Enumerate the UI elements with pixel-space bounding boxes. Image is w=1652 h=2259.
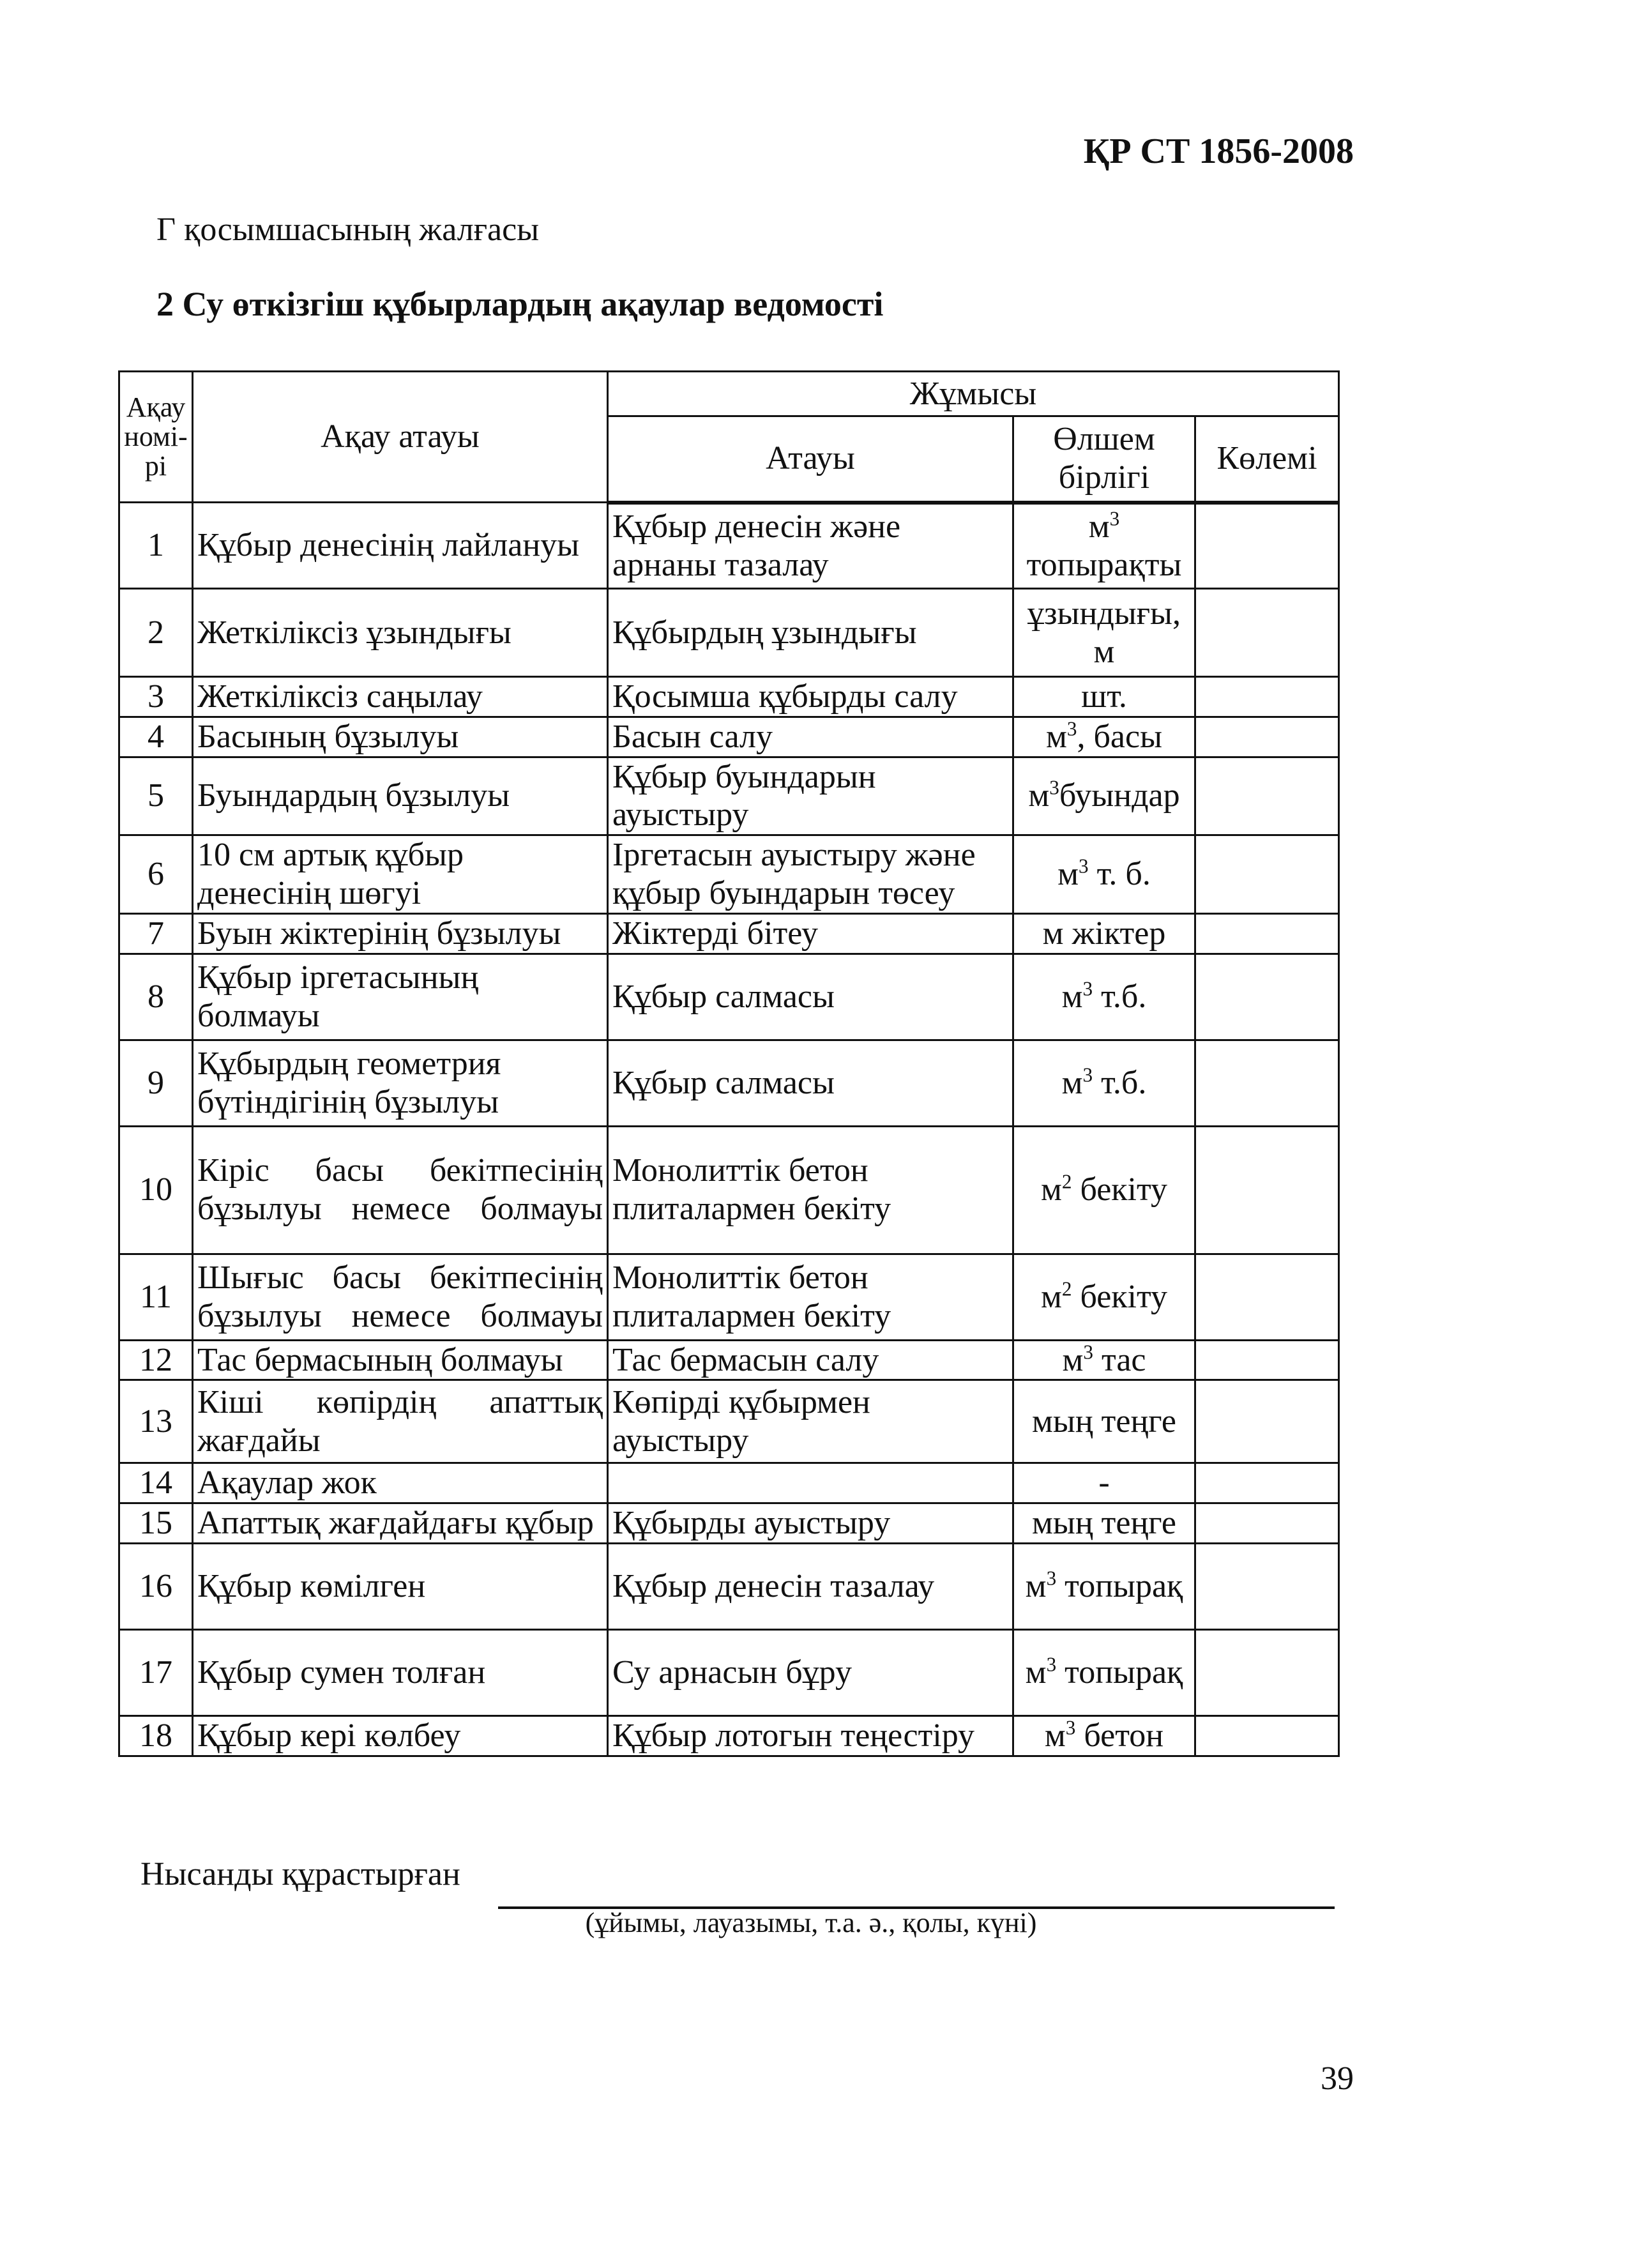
volume-cell — [1195, 1340, 1339, 1380]
defect-name-cell: Шығыс басы бекітпесінің бұзылуы немесе болмауы — [193, 1254, 608, 1340]
work-name-cell: Іргетасын ауыстыру және құбыр буындарын төсеу — [608, 835, 1013, 914]
unit-superscript: 3 — [1046, 1653, 1057, 1676]
unit-cell — [1013, 589, 1195, 677]
unit-main: мың теңге — [1031, 1505, 1177, 1542]
defect-name-cell: Кіріс басы бекітпесінің бұзылуы немесе болмауы — [193, 1126, 608, 1254]
unit-rest: т.б. — [1093, 1064, 1147, 1101]
row-number: 8 — [119, 954, 193, 1040]
signature-hint: (ұйымы, лауазымы, т.а. ә., қолы, күні) — [585, 1907, 1037, 1938]
header-volume: Көлемі — [1195, 416, 1339, 503]
unit-rest: бекіту — [1072, 1278, 1168, 1315]
row-number: 11 — [119, 1254, 193, 1340]
volume-cell — [1195, 1254, 1339, 1340]
unit-cell — [1013, 835, 1195, 914]
defect-name-cell: Буын жіктерінің бұзылуы — [193, 913, 608, 954]
table-row — [119, 913, 1339, 954]
row-number: 12 — [119, 1340, 193, 1380]
unit-cell — [1013, 954, 1195, 1040]
work-name-cell: Қосымша құбырды салу — [608, 677, 1013, 717]
work-name-cell: Құбырды ауыстыру — [608, 1503, 1013, 1544]
unit-cell — [1013, 677, 1195, 717]
unit-rest: топырақ — [1056, 1654, 1183, 1691]
row-number: 7 — [119, 913, 193, 954]
defect-name-cell: Құбырдың геометрия бүтіндігінің бұзылуы — [193, 1040, 608, 1126]
work-name-cell: Монолиттік бетон плиталармен бекіту — [608, 1254, 1013, 1340]
defect-name-cell: Кіші көпірдің апаттық жағдайы — [193, 1380, 608, 1463]
unit-cell — [1013, 1126, 1195, 1254]
unit-cell — [1013, 1463, 1195, 1503]
unit-rest: тас — [1093, 1341, 1146, 1378]
unit-main: м — [1062, 1341, 1084, 1378]
row-number: 5 — [119, 757, 193, 835]
page-number: 39 — [1321, 2060, 1354, 2097]
work-name-cell: Құбыр денесін және арнаны тазалау — [608, 503, 1013, 589]
defect-name-cell: Апаттық жағдайдағы құбыр — [193, 1503, 608, 1544]
row-number: 10 — [119, 1126, 193, 1254]
defects-table — [118, 370, 1340, 1757]
volume-cell — [1195, 589, 1339, 677]
unit-cell — [1013, 1715, 1195, 1756]
work-name-cell: Құбыр салмасы — [608, 954, 1013, 1040]
unit-main: м — [1044, 1717, 1066, 1754]
table-row — [119, 1126, 1339, 1254]
unit-cell — [1013, 913, 1195, 954]
unit-rest: топырақты — [1026, 546, 1182, 583]
table-row — [119, 1340, 1339, 1380]
standard-code: ҚР СТ 1856-2008 — [1083, 132, 1354, 171]
unit-superscript: 3 — [1109, 507, 1120, 530]
row-number: 2 — [119, 589, 193, 677]
unit-main: м — [1040, 1171, 1062, 1208]
unit-superscript: 3 — [1049, 777, 1059, 800]
unit-main: м — [1088, 508, 1110, 545]
volume-cell — [1195, 1040, 1339, 1126]
work-name-cell: Су арнасын бұру — [608, 1629, 1013, 1715]
header-defect-number: Ақау номі-рі — [119, 372, 193, 503]
table-row — [119, 717, 1339, 757]
defect-name-cell: 10 см артық құбыр денесінің шөгуі — [193, 835, 608, 914]
defect-name-cell: Ақаулар жок — [193, 1463, 608, 1503]
unit-rest: бетон — [1075, 1717, 1164, 1754]
table-row — [119, 589, 1339, 677]
unit-cell — [1013, 1340, 1195, 1380]
unit-main: м — [1025, 1654, 1047, 1691]
unit-superscript: 3 — [1065, 1716, 1076, 1739]
header-defect-name: Ақау атауы — [193, 372, 608, 503]
unit-cell — [1013, 717, 1195, 757]
row-number: 3 — [119, 677, 193, 717]
work-name-cell: Монолиттік бетон плиталармен бекіту — [608, 1126, 1013, 1254]
volume-cell — [1195, 1503, 1339, 1544]
row-number: 6 — [119, 835, 193, 914]
row-number: 15 — [119, 1503, 193, 1544]
annex-continuation: Г қосымшасының жалғасы — [156, 211, 540, 248]
unit-main: мың теңге — [1031, 1403, 1177, 1440]
unit-rest: топырақ — [1056, 1568, 1183, 1605]
table-row — [119, 954, 1339, 1040]
work-name-cell: Көпірді құбырмен ауыстыру — [608, 1380, 1013, 1463]
unit-main: - — [1098, 1464, 1110, 1502]
volume-cell — [1195, 717, 1339, 757]
defect-name-cell: Жеткіліксіз саңылау — [193, 677, 608, 717]
work-name-cell: Құбыр салмасы — [608, 1040, 1013, 1126]
row-number: 17 — [119, 1629, 193, 1715]
row-number: 13 — [119, 1380, 193, 1463]
unit-main: м — [1025, 1568, 1047, 1605]
unit-cell — [1013, 1503, 1195, 1544]
defect-name-cell: Құбыр кері көлбеу — [193, 1715, 608, 1756]
work-name-cell: Құбыр буындарын ауыстыру — [608, 757, 1013, 835]
defect-name-cell: Құбыр іргетасының болмауы — [193, 954, 608, 1040]
unit-main: ұзындығы, м — [1027, 595, 1181, 670]
row-number: 1 — [119, 503, 193, 589]
defect-name-cell: Буындардың бұзылуы — [193, 757, 608, 835]
unit-main: м — [1061, 978, 1083, 1015]
table-row — [119, 1543, 1339, 1629]
table-row — [119, 1503, 1339, 1544]
row-number: 16 — [119, 1543, 193, 1629]
table-row — [119, 1629, 1339, 1715]
row-number: 14 — [119, 1463, 193, 1503]
unit-cell — [1013, 1254, 1195, 1340]
defect-name-cell: Басының бұзылуы — [193, 717, 608, 757]
defect-name-cell: Тас бермасының болмауы — [193, 1340, 608, 1380]
volume-cell — [1195, 677, 1339, 717]
unit-rest: т. б. — [1088, 856, 1151, 893]
unit-rest: бекіту — [1072, 1171, 1168, 1208]
unit-superscript: 3 — [1046, 1567, 1057, 1590]
volume-cell — [1195, 1629, 1339, 1715]
unit-cell — [1013, 757, 1195, 835]
unit-main: м жіктер — [1042, 915, 1166, 952]
unit-rest: буындар — [1059, 777, 1180, 814]
defect-name-cell: Құбыр көмілген — [193, 1543, 608, 1629]
unit-cell — [1013, 503, 1195, 589]
unit-main: м — [1057, 856, 1079, 893]
table-row — [119, 677, 1339, 717]
unit-main: м — [1045, 718, 1067, 755]
header-works: Жұмысы — [608, 372, 1339, 416]
volume-cell — [1195, 503, 1339, 589]
table-body — [119, 503, 1339, 1756]
volume-cell — [1195, 1380, 1339, 1463]
unit-superscript: 3 — [1083, 1341, 1093, 1364]
table-row — [119, 1040, 1339, 1126]
table-row — [119, 757, 1339, 835]
volume-cell — [1195, 835, 1339, 914]
unit-main: м — [1061, 1064, 1083, 1101]
unit-main: м — [1028, 777, 1050, 814]
work-name-cell: Құбыр лотогын теңестіру — [608, 1715, 1013, 1756]
table-header — [119, 372, 1339, 503]
volume-cell — [1195, 954, 1339, 1040]
volume-cell — [1195, 1715, 1339, 1756]
work-name-cell: Тас бермасын салу — [608, 1340, 1013, 1380]
volume-cell — [1195, 913, 1339, 954]
unit-main: м — [1040, 1278, 1062, 1315]
table-row — [119, 835, 1339, 914]
unit-superscript: 3 — [1066, 717, 1077, 740]
defect-name-cell: Құбыр сумен толған — [193, 1629, 608, 1715]
defect-name-cell: Құбыр денесінің лайлануы — [193, 503, 608, 589]
row-number: 18 — [119, 1715, 193, 1756]
volume-cell — [1195, 1543, 1339, 1629]
section-title: 2 Су өткізгіш құбырлардың ақаулар ведомості — [156, 285, 884, 323]
defect-name-cell: Жеткіліксіз ұзындығы — [193, 589, 608, 677]
table-row — [119, 1715, 1339, 1756]
work-name-cell: Құбыр денесін тазалау — [608, 1543, 1013, 1629]
work-name-cell: Басын салу — [608, 717, 1013, 757]
table-row — [119, 1254, 1339, 1340]
unit-rest: т.б. — [1093, 978, 1147, 1015]
unit-cell — [1013, 1629, 1195, 1715]
work-name-cell: Құбырдың ұзындығы — [608, 589, 1013, 677]
unit-superscript: 2 — [1061, 1170, 1072, 1193]
header-work-name: Атауы — [608, 416, 1013, 503]
table-row — [119, 1463, 1339, 1503]
volume-cell — [1195, 757, 1339, 835]
header-unit: Өлшем бірлігі — [1013, 416, 1195, 503]
table-row — [119, 503, 1339, 589]
unit-rest: , басы — [1077, 718, 1163, 755]
volume-cell — [1195, 1126, 1339, 1254]
unit-cell — [1013, 1543, 1195, 1629]
volume-cell — [1195, 1463, 1339, 1503]
unit-superscript: 3 — [1082, 1063, 1093, 1086]
unit-superscript: 3 — [1082, 977, 1093, 1000]
unit-cell — [1013, 1380, 1195, 1463]
table-row — [119, 1380, 1339, 1463]
unit-superscript: 2 — [1061, 1277, 1072, 1300]
unit-cell — [1013, 1040, 1195, 1126]
compiled-by-label: Нысанды құрастырған — [140, 1856, 460, 1892]
row-number: 9 — [119, 1040, 193, 1126]
work-name-cell — [608, 1463, 1013, 1503]
unit-superscript: 3 — [1079, 855, 1089, 878]
row-number: 4 — [119, 717, 193, 757]
work-name-cell: Жіктерді бітеу — [608, 913, 1013, 954]
unit-main: шт. — [1081, 678, 1127, 715]
